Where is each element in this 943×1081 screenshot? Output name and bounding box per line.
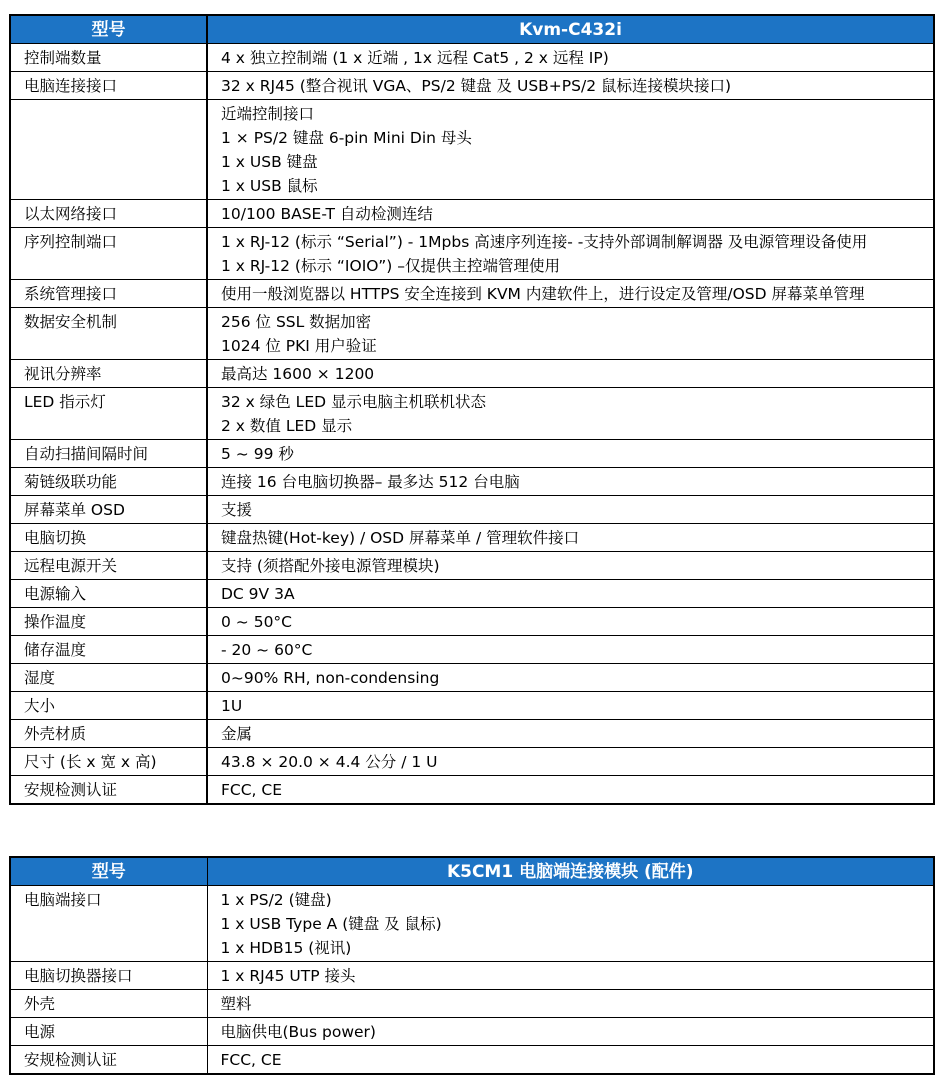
spec-value xyxy=(207,440,934,468)
table-row xyxy=(10,228,934,280)
spec-label: 菊链级联功能 xyxy=(10,468,207,496)
spec-value xyxy=(207,776,934,805)
spec-value xyxy=(207,552,934,580)
spec-label xyxy=(10,100,207,200)
table-row xyxy=(10,748,934,776)
table-row xyxy=(10,1018,934,1046)
spec-value-line: 1 x HDB15 (视讯) xyxy=(220,939,352,957)
spec-value-line: 连接 16 台电脑切换器– 最多达 512 台电脑 xyxy=(221,473,520,491)
spec-value-line: 1U xyxy=(221,697,243,715)
spec-table-body xyxy=(10,886,934,1075)
spec-label: 数据安全机制 xyxy=(10,308,207,360)
spec-value-line: FCC, CE xyxy=(220,1051,282,1069)
spec-value xyxy=(207,524,934,552)
spec-table-k5cm1 xyxy=(9,856,935,1075)
spec-value-line: 支援 xyxy=(221,501,253,519)
spec-value-line: 电脑供电(Bus power) xyxy=(220,1023,376,1041)
table-row xyxy=(10,200,934,228)
spec-label: 外壳材质 xyxy=(10,720,207,748)
spec-value xyxy=(207,388,934,440)
spec-value xyxy=(207,1018,934,1046)
table-row xyxy=(10,636,934,664)
table-row xyxy=(10,280,934,308)
spec-value-line: 1024 位 PKI 用户验证 xyxy=(221,337,377,355)
spec-value xyxy=(207,748,934,776)
spec-value-line: 1 x RJ-12 (标示 “Serial”) - 1Mpbs 高速序列连接- -支持外部调制解调器 及电源管理设备使用 xyxy=(221,233,868,251)
spec-value-line: 1 × PS/2 键盘 6-pin Mini Din 母头 xyxy=(221,129,472,147)
spec-label: 自动扫描间隔时间 xyxy=(10,440,207,468)
spec-label: 远程电源开关 xyxy=(10,552,207,580)
spec-value xyxy=(207,636,934,664)
spec-value xyxy=(207,72,934,100)
spec-value xyxy=(207,1046,934,1075)
spec-label: 电脑端接口 xyxy=(10,886,207,962)
table-header-row xyxy=(10,857,934,886)
model-value-header: Kvm-C432i xyxy=(207,15,934,44)
spec-value-line: 10/100 BASE-T 自动检测连结 xyxy=(221,205,433,223)
spec-label: 安规检测认证 xyxy=(10,776,207,805)
spec-label: 尺寸 (长 x 宽 x 高) xyxy=(10,748,207,776)
spec-value xyxy=(207,692,934,720)
spec-value-line: 256 位 SSL 数据加密 xyxy=(221,313,372,331)
table-row xyxy=(10,720,934,748)
spec-value-line: 1 x USB 鼠标 xyxy=(221,177,318,195)
table-row xyxy=(10,608,934,636)
table-header-row xyxy=(10,15,934,44)
table-row xyxy=(10,468,934,496)
spec-value-line: - 20 ~ 60°C xyxy=(221,641,313,659)
spec-value-line: 0 ~ 50°C xyxy=(221,613,292,631)
table-row xyxy=(10,692,934,720)
spec-value xyxy=(207,308,934,360)
spec-value xyxy=(207,720,934,748)
spec-value-line: 支持 (须搭配外接电源管理模块) xyxy=(221,557,440,575)
table-row xyxy=(10,962,934,990)
table-row xyxy=(10,552,934,580)
spec-value-line: 1 x RJ-12 (标示 “IOIO”) –仅提供主控端管理使用 xyxy=(221,257,560,275)
spec-label: LED 指示灯 xyxy=(10,388,207,440)
spec-value-line: FCC, CE xyxy=(221,781,283,799)
spec-table-body xyxy=(10,44,934,805)
spec-value-line: DC 9V 3A xyxy=(221,585,295,603)
spec-value xyxy=(207,200,934,228)
spec-value xyxy=(207,496,934,524)
spec-label: 电脑切换器接口 xyxy=(10,962,207,990)
spec-value-line: 4 x 独立控制端 (1 x 近端 , 1x 远程 Cat5 , 2 x 远程 IP) xyxy=(221,49,609,67)
spec-label: 储存温度 xyxy=(10,636,207,664)
table-row xyxy=(10,580,934,608)
table-row xyxy=(10,664,934,692)
spec-value xyxy=(207,664,934,692)
spec-value-line: 塑料 xyxy=(220,995,252,1013)
spec-value-line: 键盘热键(Hot-key) / OSD 屏幕菜单 / 管理软件接口 xyxy=(221,529,580,547)
table-row xyxy=(10,360,934,388)
spec-value xyxy=(207,280,934,308)
spec-value-line: 2 x 数值 LED 显示 xyxy=(221,417,353,435)
spec-value xyxy=(207,990,934,1018)
spec-value xyxy=(207,360,934,388)
spec-value-line: 5 ~ 99 秒 xyxy=(221,445,294,463)
spec-label: 序列控制端口 xyxy=(10,228,207,280)
spec-label: 操作温度 xyxy=(10,608,207,636)
spec-label: 电源 xyxy=(10,1018,207,1046)
table-row xyxy=(10,72,934,100)
spec-value-line: 32 x 绿色 LED 显示电脑主机联机状态 xyxy=(221,393,486,411)
spec-value-line: 1 x RJ45 UTP 接头 xyxy=(220,967,356,985)
table-row xyxy=(10,440,934,468)
spec-value xyxy=(207,44,934,72)
table-row xyxy=(10,388,934,440)
table-row xyxy=(10,886,934,962)
spec-value xyxy=(207,962,934,990)
spec-value-line: 0~90% RH, non-condensing xyxy=(221,669,440,687)
table-row xyxy=(10,1046,934,1075)
spec-value-line: 32 x RJ45 (整合视讯 VGA、PS/2 键盘 及 USB+PS/2 鼠标连接模块接口) xyxy=(221,77,732,95)
spec-value xyxy=(207,228,934,280)
table-row xyxy=(10,44,934,72)
spec-label: 电脑切换 xyxy=(10,524,207,552)
spec-label: 以太网络接口 xyxy=(10,200,207,228)
spec-label: 外壳 xyxy=(10,990,207,1018)
spec-value xyxy=(207,468,934,496)
spec-value-line: 1 x USB Type A (键盘 及 鼠标) xyxy=(220,915,442,933)
spec-value-line: 使用一般浏览器以 HTTPS 安全连接到 KVM 内建软件上，进行设定及管理/OSD 屏幕菜单管理 xyxy=(221,285,865,303)
table-row xyxy=(10,524,934,552)
spec-label: 湿度 xyxy=(10,664,207,692)
spec-value-line: 近端控制接口 xyxy=(221,105,315,123)
spec-value xyxy=(207,580,934,608)
spec-label: 电脑连接接口 xyxy=(10,72,207,100)
spec-value-line: 1 x PS/2 (键盘) xyxy=(220,891,332,909)
spec-value xyxy=(207,608,934,636)
model-label-header: 型号 xyxy=(10,15,207,44)
table-row xyxy=(10,776,934,805)
table-row xyxy=(10,308,934,360)
model-value-header: K5CM1 电脑端连接模块 (配件) xyxy=(207,857,934,886)
spec-label: 系统管理接口 xyxy=(10,280,207,308)
spec-value xyxy=(207,100,934,200)
spec-label: 屏幕菜单 OSD xyxy=(10,496,207,524)
spec-value-line: 金属 xyxy=(221,725,253,743)
spec-value-line: 43.8 × 20.0 × 4.4 公分 / 1 U xyxy=(221,753,438,771)
spec-value-line: 最高达 1600 × 1200 xyxy=(221,365,375,383)
table-row xyxy=(10,100,934,200)
table-row xyxy=(10,990,934,1018)
spec-label: 视讯分辨率 xyxy=(10,360,207,388)
spec-table-kvm-c432i xyxy=(9,14,935,805)
spec-label: 安规检测认证 xyxy=(10,1046,207,1075)
spec-label: 电源输入 xyxy=(10,580,207,608)
model-label-header: 型号 xyxy=(10,857,207,886)
spec-value-line: 1 x USB 键盘 xyxy=(221,153,318,171)
spec-label: 大小 xyxy=(10,692,207,720)
table-row xyxy=(10,496,934,524)
spec-value xyxy=(207,886,934,962)
spec-label: 控制端数量 xyxy=(10,44,207,72)
